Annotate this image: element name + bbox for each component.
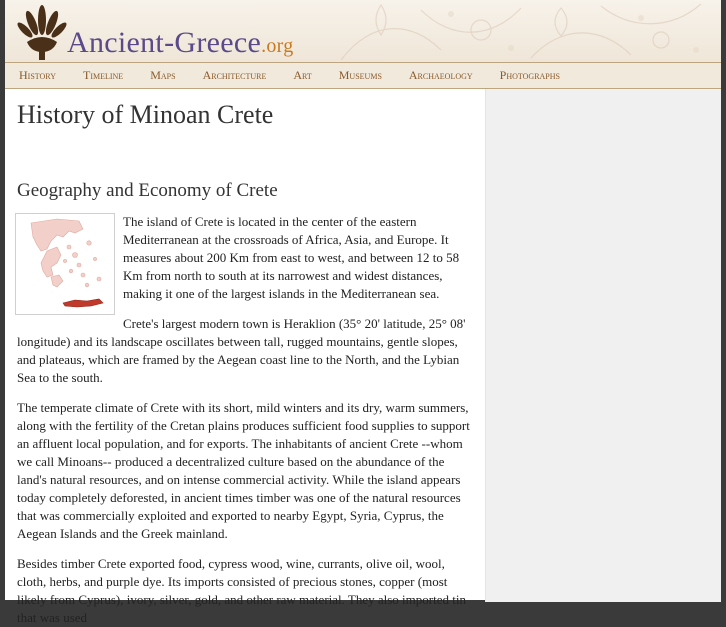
decorative-flourish-icon xyxy=(301,0,721,62)
content-wrapper xyxy=(5,89,721,625)
main-content xyxy=(5,89,486,625)
page-title: History of Minoan Crete xyxy=(17,100,274,129)
section-title: Geography and Economy of Crete xyxy=(17,180,278,201)
paragraph: Crete's largest modern town is Heraklion (35° 20' latitude, 25° 08' longitude) and its landscape oscillates between tall, rugged mountains, gentle slopes, and plateaus, which are framed by the Aegean coast line to the North, and the Lybian Sea to the south. xyxy=(17,316,466,385)
nav-maps[interactable]: Maps xyxy=(150,68,176,82)
nav-timeline[interactable]: Timeline xyxy=(82,68,124,82)
right-sidebar xyxy=(486,89,721,602)
nav-architecture[interactable]: Architecture xyxy=(202,68,267,82)
page xyxy=(5,0,721,625)
site-logo-text[interactable] xyxy=(67,26,294,60)
nav-history[interactable]: History xyxy=(19,68,56,82)
nav-museums[interactable]: Museums xyxy=(338,68,382,82)
crete-map-thumbnail[interactable] xyxy=(15,213,115,315)
nav-photographs[interactable]: Photographs xyxy=(499,68,560,82)
greece-map-icon xyxy=(17,215,113,313)
paragraph: Besides timber Crete exported food, cypress wood, wine, currants, olive oil, wool, cloth, herbs, and purple dye. Its imports consisted of precious stones, copper (most likely from Cyprus), ivory, silver, gold, and other raw material. They also imported tin that was used xyxy=(17,556,466,625)
site-name: Ancient-Greece xyxy=(67,26,262,59)
paragraph: The temperate climate of Crete with its short, mild winters and its dry, warm summers, along with the fertility of the Cretan plains produces sufficient food supplies to support an affluent local population, and for exports. The inhabitants of ancient Crete --whom we call Minoans-- produced a decentralized culture based on the abundance of the land's natural resources, and on intense commercial activity. While the island appears today completely deforested, in ancient times timber was one of the natural resources that was commercially exploited and exported to nearby Egypt, Syria, Cyprus, the Aegean Islands and the Greek mainland. xyxy=(17,400,470,541)
nav-archaeology[interactable]: Archaeology xyxy=(408,68,473,82)
paragraph: The island of Crete is located in the center of the eastern Mediterranean at the crossroads of Africa, Asia, and Europe. It measures about 200 Km from east to west, and between 12 to 58 Km from north to south at its narrowest and widest distances, making it one of the largest islands in the Mediterranean sea. xyxy=(123,214,460,301)
site-tld: .org xyxy=(261,35,294,57)
palmette-logo-icon[interactable] xyxy=(17,2,67,62)
nav-art[interactable]: Art xyxy=(293,68,312,82)
site-header xyxy=(5,0,721,62)
main-nav xyxy=(5,62,721,89)
